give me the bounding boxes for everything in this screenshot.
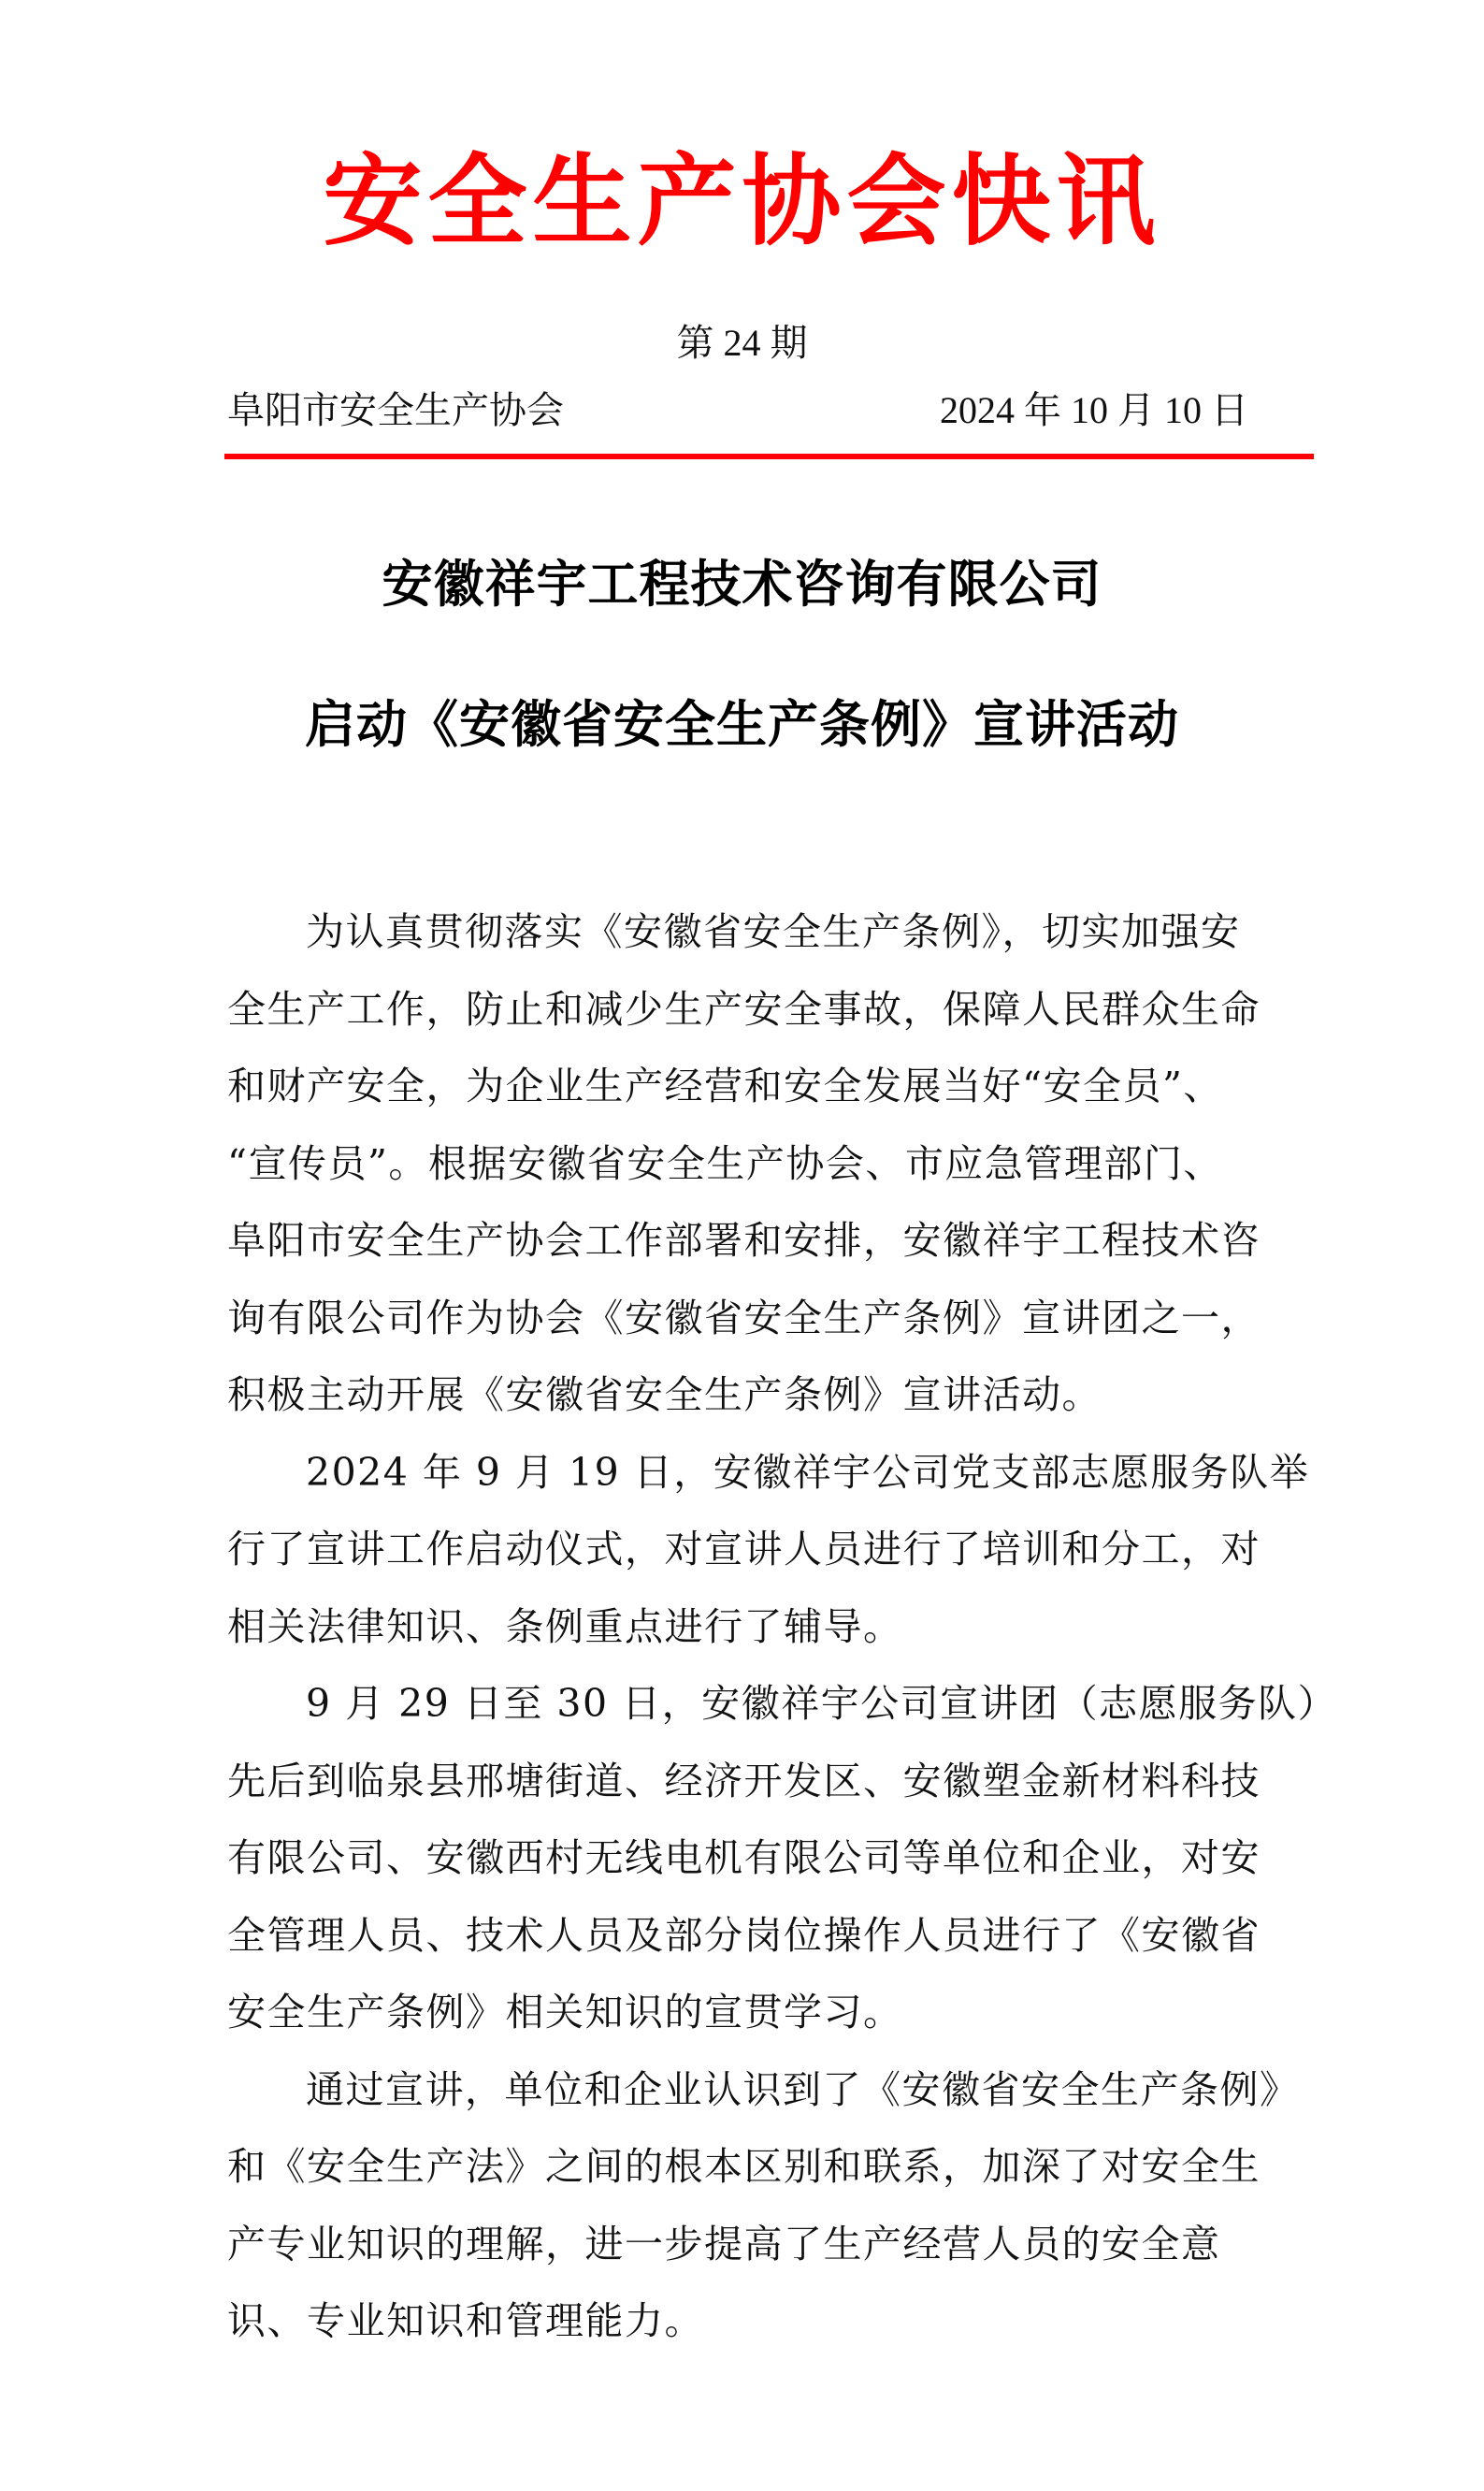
text-line: 积极主动开展《安徽省安全生产条例》宣讲活动。	[227, 1372, 1102, 1417]
text-line: 识、专业知识和管理能力。	[227, 2298, 704, 2343]
issue-date: 2024 年 10 月 10 日	[940, 389, 1248, 431]
text-line: 全管理人员、技术人员及部分岗位操作人员进行了《安徽省	[227, 1912, 1261, 1958]
article-body	[227, 893, 1338, 2360]
text-line: 相关法律知识、条例重点进行了辅导。	[227, 1603, 903, 1649]
paragraph-1	[227, 893, 1261, 1434]
text-line: 先后到临泉县邢塘街道、经济开发区、安徽塑金新材料科技	[227, 1758, 1261, 1803]
text-line: 安全生产条例》相关知识的宣贯学习。	[227, 1990, 903, 2035]
text-line: “宣传员”。根据安徽省安全生产协会、市应急管理部门、	[227, 1140, 1223, 1186]
issuer-name: 阜阳市安全生产协会	[227, 389, 564, 431]
paragraph-4	[227, 2051, 1300, 2360]
headline-line-1: 安徽祥宇工程技术咨询有限公司	[382, 555, 1102, 614]
paragraph-3	[227, 1665, 1338, 2051]
text-line: 和财产安全，为企业生产经营和安全发展当好“安全员”、	[227, 1064, 1223, 1108]
text-line: 询有限公司作为协会《安徽省安全生产条例》宣讲团之一，	[227, 1295, 1261, 1340]
red-divider	[224, 454, 1314, 459]
text-line: 有限公司、安徽西村无线电机有限公司等单位和企业，对安	[227, 1835, 1261, 1880]
text-line: 阜阳市安全生产协会工作部署和安排，安徽祥宇工程技术咨	[227, 1218, 1261, 1263]
text-line: 通过宣讲，单位和企业认识到了《安徽省安全生产条例》	[306, 2066, 1300, 2112]
paragraph-2	[227, 1434, 1310, 1666]
headline-line-2: 启动《安徽省安全生产条例》宣讲活动	[305, 695, 1179, 754]
text-line: 产专业知识的理解，进一步提高了生产经营人员的安全意	[227, 2221, 1221, 2267]
text-line: 全生产工作，防止和减少生产安全事故，保障人民群众生命	[227, 986, 1261, 1032]
text-line: 为认真贯彻落实《安徽省安全生产条例》，切实加强安	[306, 909, 1241, 954]
text-line: 和《安全生产法》之间的根本区别和联系，加深了对安全生	[227, 2144, 1261, 2189]
issue-number: 第 24 期	[676, 322, 808, 364]
text-line: 9 月 29 日至 30 日，安徽祥宇公司宣讲团（志愿服务队）	[306, 1681, 1338, 1726]
masthead-title: 安全生产协会快讯	[323, 142, 1161, 259]
text-line: 行了宣讲工作启动仪式，对宣讲人员进行了培训和分工，对	[227, 1527, 1261, 1571]
text-line: 2024 年 9 月 19 日，安徽祥宇公司党支部志愿服务队举	[306, 1449, 1310, 1495]
